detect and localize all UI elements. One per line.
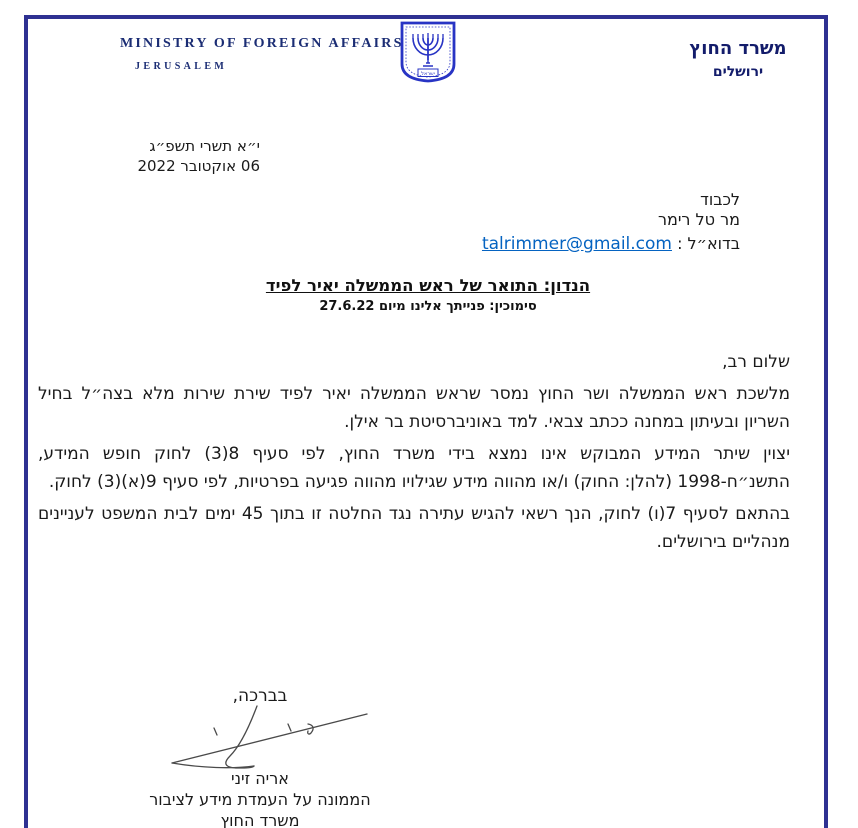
city-name-en: JERUSALEM: [135, 61, 228, 72]
body-paragraph: בהתאם לסעיף 7(ו) לחוק, הנך רשאי להגיש עתירה נגד החלטה זו בתוך 45 ימים לבית המשפט לעניינים מנהליים בירושלים.: [38, 504, 791, 552]
signature-block: [118, 768, 402, 828]
letter-body: [38, 348, 790, 560]
signer-title: הממונה על העמדת מידע לציבור: [149, 790, 371, 809]
date-block: [118, 136, 260, 176]
subject-line: הנדון: התואר של ראש הממשלה יאיר לפיד: [265, 276, 591, 295]
signer-org: משרד החוץ: [220, 811, 300, 828]
recipient-email-row: [440, 232, 740, 256]
header-hebrew: [686, 38, 790, 80]
ministry-name-en: MINISTRY OF FOREIGN AFFAIRS: [120, 36, 404, 51]
gregorian-date: 06 אוקטובר 2022: [137, 157, 260, 175]
email-label: בדוא״ל :: [677, 234, 740, 253]
recipient-name: מר טל רימר: [657, 210, 740, 229]
city-name-he: ירושלים: [712, 64, 764, 80]
recipient-block: [440, 190, 740, 256]
email-link[interactable]: talrimmer@gmail.com: [481, 234, 672, 254]
subject-block: [120, 276, 736, 314]
recipient-salutation: לכבוד: [700, 190, 740, 209]
emblem-caption-text: ישראל: [421, 70, 435, 77]
body-paragraph: מלשכת ראש הממשלה ושר החוץ נמסר שראש הממשלה יאיר לפיד שירת שירות מלא בצה״ל בחיל השריון ובעיתון במחנה ככתב צבאי. למד באוניברסיטת בר אילן.: [38, 384, 790, 432]
signer-name: אריה זיני: [231, 769, 289, 788]
hebrew-date: י״א תשרי תשפ״ג: [149, 137, 260, 155]
closing-line: בברכה,: [232, 686, 288, 706]
reference-line: סימוכין: פנייתך אלינו מיום 27.6.22: [319, 299, 537, 314]
israel-state-emblem-icon: [398, 20, 458, 88]
body-paragraph: יצוין שיתר המידע המבוקש אינו נמצא בידי משרד החוץ, לפי סעיף 8(3) לחוק חופש המידע, התשנ״ח-1998 (להלן: החוק) ו/או מהווה מידע שגילויו מהווה פגיעה בפרטיות, לפי סעיף 9(א)(3) לחוק.: [38, 444, 790, 492]
handwritten-signature-icon: [142, 702, 398, 778]
greeting: שלום רב,: [722, 352, 790, 372]
header-english: [120, 36, 404, 72]
ministry-name-he: משרד החוץ: [689, 38, 787, 59]
